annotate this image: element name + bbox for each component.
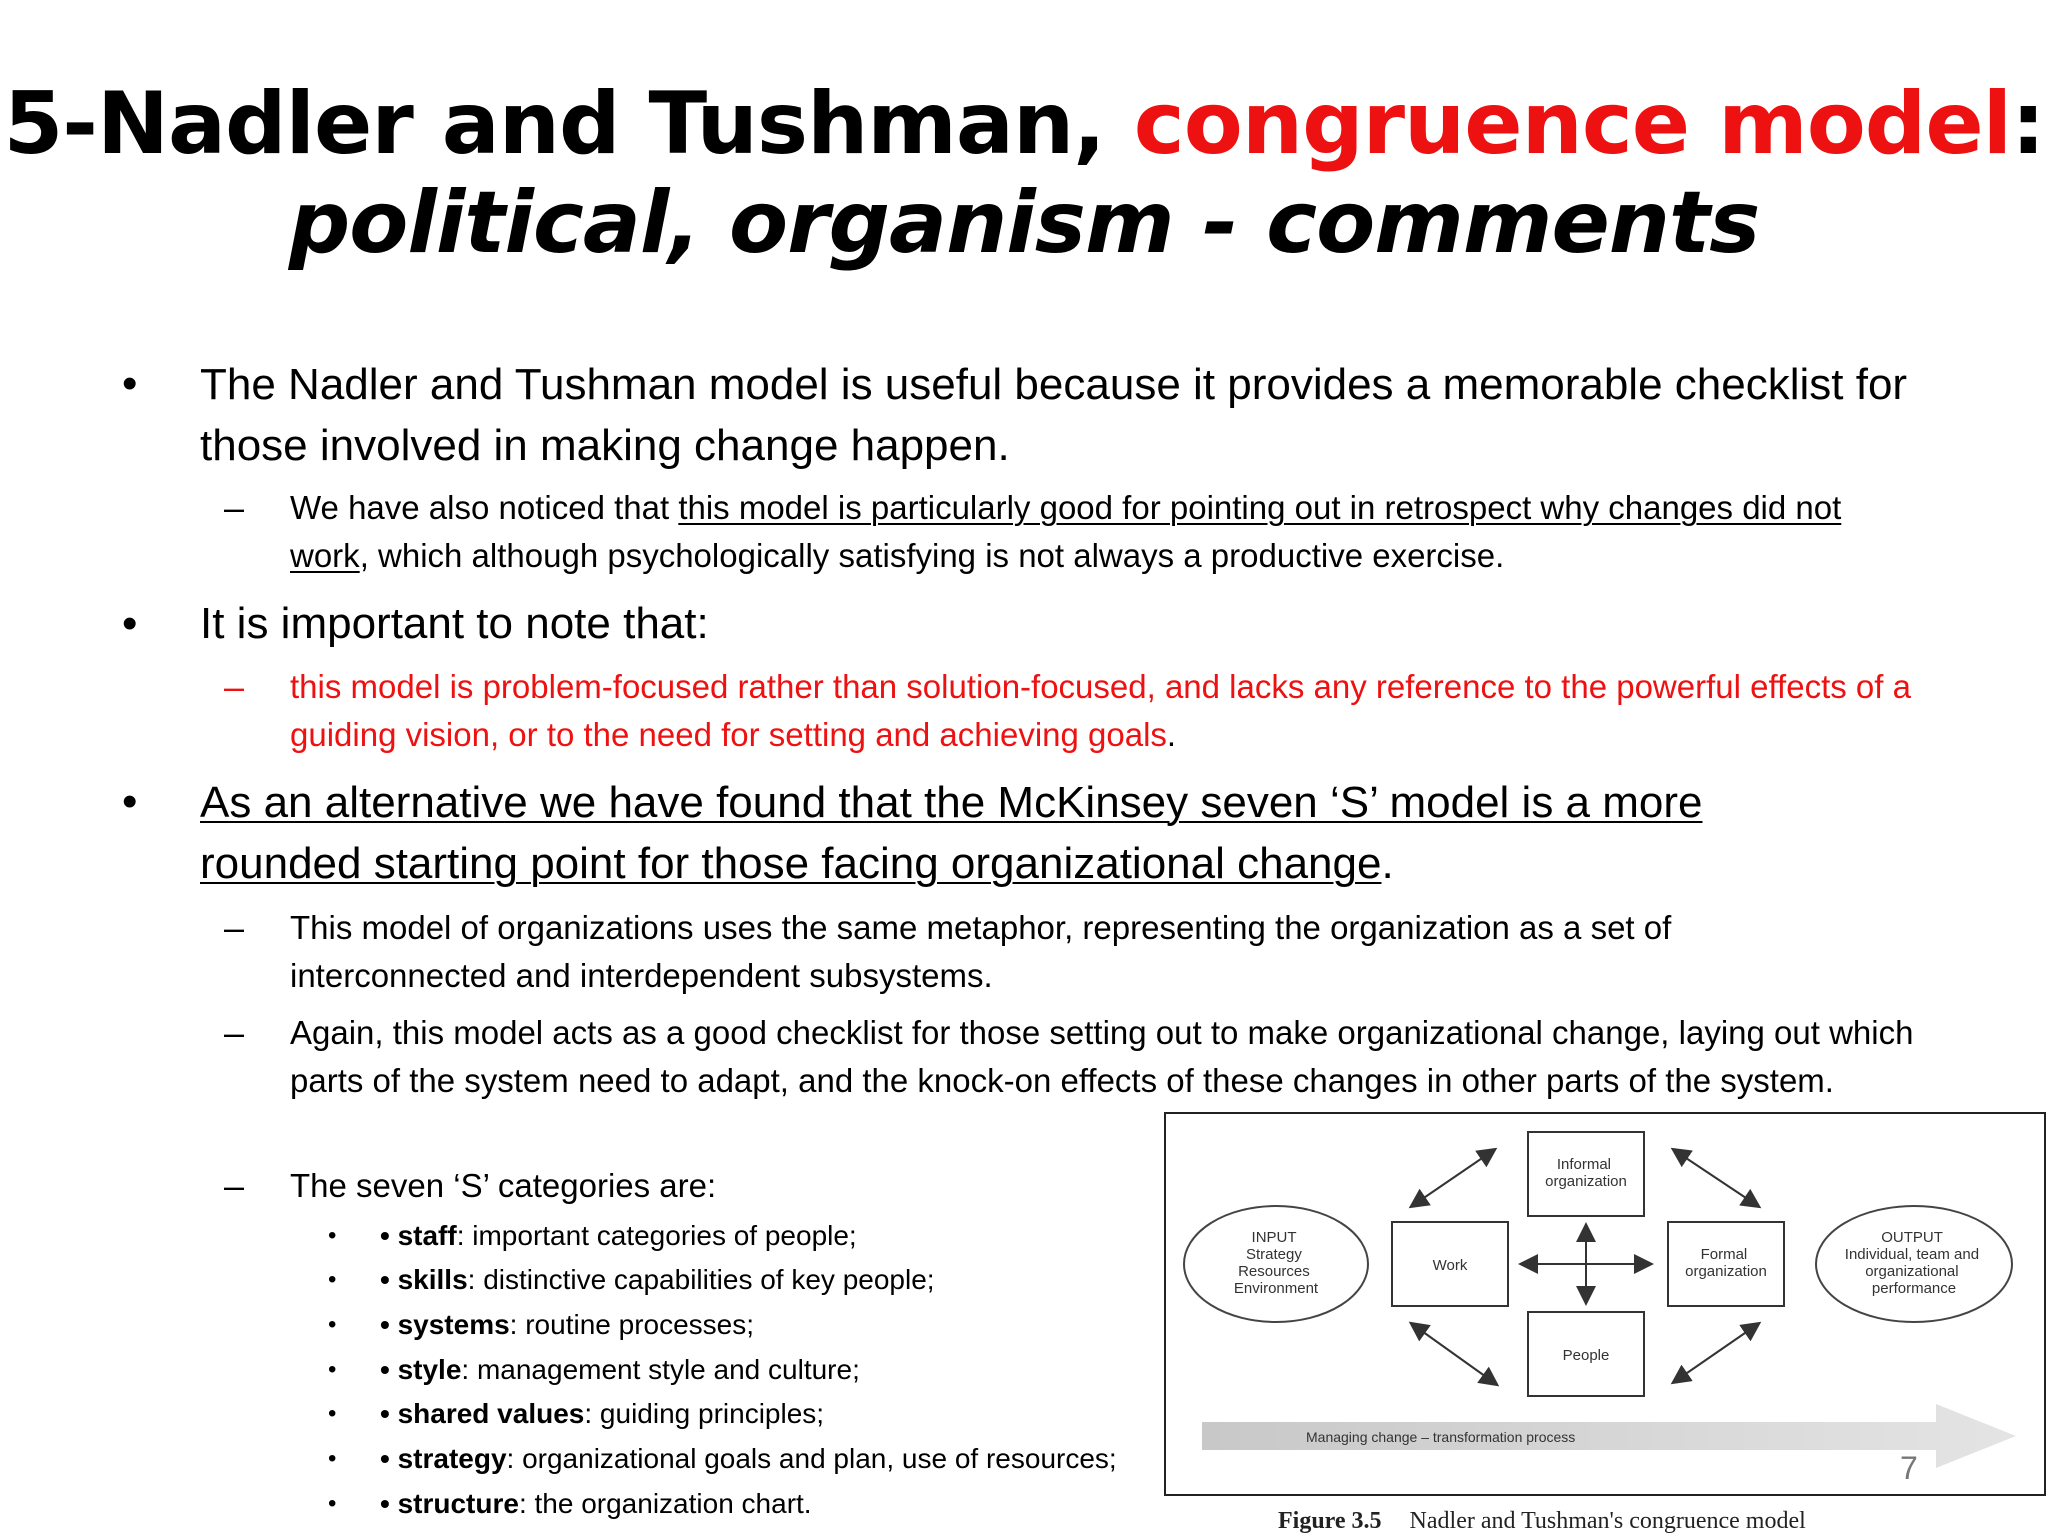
people-label: People bbox=[1562, 1347, 1610, 1364]
caption-number: Figure 3.5 bbox=[1278, 1508, 1382, 1534]
term-systems: • systems bbox=[380, 1309, 510, 1340]
list-item bbox=[380, 1398, 824, 1430]
term-skills: • skills bbox=[380, 1264, 468, 1295]
list-dot: • bbox=[328, 1266, 337, 1293]
input-label: INPUT Strategy Resources Environment bbox=[1233, 1229, 1319, 1297]
list-dot: • bbox=[328, 1311, 337, 1338]
bullet-dot: • bbox=[122, 777, 138, 826]
term-structure: • structure bbox=[380, 1488, 519, 1519]
arrow-people-formal bbox=[1674, 1324, 1758, 1382]
list-item bbox=[380, 1354, 860, 1386]
sub-text-post: , which although psychologically satisfying is not always a productive exercise. bbox=[359, 537, 1505, 574]
dash-marker: – bbox=[224, 1012, 245, 1053]
title-prefix: 5-Nadler and Tushman, bbox=[3, 74, 1134, 174]
term-desc: : management style and culture; bbox=[461, 1354, 860, 1385]
dash-marker: – bbox=[224, 487, 245, 528]
figure-caption bbox=[1278, 1508, 1806, 1535]
term-desc: : organizational goals and plan, use of resources; bbox=[506, 1443, 1117, 1474]
slide-title bbox=[0, 74, 2048, 273]
term-shared-values: • shared values bbox=[380, 1398, 585, 1429]
list-dot: • bbox=[328, 1222, 337, 1249]
transformation-label: Managing change – transformation process bbox=[1306, 1429, 1576, 1445]
dash-marker: – bbox=[224, 666, 245, 707]
work-label: Work bbox=[1432, 1257, 1468, 1274]
list-item bbox=[380, 1488, 812, 1520]
list-item bbox=[380, 1443, 1117, 1475]
arrow-work-people bbox=[1412, 1324, 1496, 1384]
bullet-2-sub-1 bbox=[290, 663, 1950, 759]
dash-marker: – bbox=[224, 1165, 245, 1206]
list-dot: • bbox=[328, 1356, 337, 1383]
sub-text-pre: We have also noticed that bbox=[290, 489, 679, 526]
bullet-3-sub-1: This model of organizations uses the same metaphor, representing the organization as a set of interconnected and interdependent subsystems. bbox=[290, 909, 1672, 994]
term-style: • style bbox=[380, 1354, 462, 1385]
list-item bbox=[380, 1220, 857, 1252]
title-highlight: congruence model bbox=[1133, 74, 2012, 174]
bullet-2-text: It is important to note that: bbox=[200, 599, 709, 648]
title-suffix: : bbox=[2011, 74, 2045, 174]
term-desc: : distinctive capabilities of key people; bbox=[467, 1264, 935, 1295]
congruence-diagram bbox=[1166, 1114, 2044, 1494]
bullet-3-underlined: As an alternative we have found that the McKinsey seven ‘S’ model is a more rounded starting point for those facing organizational change bbox=[200, 778, 1703, 888]
bullet-dot: • bbox=[122, 599, 138, 648]
list-dot: • bbox=[328, 1445, 337, 1472]
congruence-model-figure bbox=[1164, 1112, 2046, 1496]
list-item bbox=[380, 1309, 754, 1341]
sub-text-underlined: this model is particularly good for pointing out in retrospect why changes did not work bbox=[290, 489, 1842, 574]
arrow-informal-formal bbox=[1674, 1150, 1758, 1206]
page-number: 7 bbox=[1900, 1450, 1918, 1486]
bullet-3-sub-2: Again, this model acts as a good checklist for those setting out to make organizational change, laying out which parts of the system need to adapt, and the knock-on effects of these changes in other parts of the system. bbox=[290, 1014, 1914, 1099]
informal-org-label: Informal organization bbox=[1545, 1156, 1627, 1190]
term-desc: : guiding principles; bbox=[584, 1398, 825, 1429]
sub-text-post: . bbox=[1166, 716, 1177, 753]
bullet-3-sub-3: The seven ‘S’ categories are: bbox=[290, 1167, 717, 1204]
red-note: this model is problem-focused rather than solution-focused, and lacks any reference to the powerful effects of a guiding vision, or to the need for setting and achieving goals bbox=[290, 668, 1911, 753]
term-desc: : the organization chart. bbox=[518, 1488, 812, 1519]
term-strategy: • strategy bbox=[380, 1443, 507, 1474]
bullet-3-text bbox=[200, 772, 1840, 894]
list-dot: • bbox=[328, 1400, 337, 1427]
term-staff: • staff bbox=[380, 1220, 457, 1251]
term-desc: : important categories of people; bbox=[456, 1220, 857, 1251]
term-desc: : routine processes; bbox=[509, 1309, 755, 1340]
bullet-3-post: . bbox=[1381, 839, 1394, 888]
list-dot: • bbox=[328, 1490, 337, 1517]
caption-text: Nadler and Tushman's congruence model bbox=[1409, 1508, 1806, 1534]
dash-marker: – bbox=[224, 907, 245, 948]
bullet-1-sub-1 bbox=[290, 484, 1910, 580]
output-label: OUTPUT Individual, team and organizational performance bbox=[1844, 1229, 1980, 1297]
title-line-2: political, organism - comments bbox=[288, 172, 1760, 273]
formal-org-label: Formal organization bbox=[1685, 1246, 1767, 1280]
bullet-1-text: The Nadler and Tushman model is useful because it provides a memorable checklist for those involved in making change happen. bbox=[200, 360, 1908, 470]
arrow-work-informal bbox=[1412, 1150, 1494, 1206]
title-line-1 bbox=[0, 74, 2048, 174]
list-item bbox=[380, 1264, 935, 1296]
bullet-dot: • bbox=[122, 359, 138, 408]
